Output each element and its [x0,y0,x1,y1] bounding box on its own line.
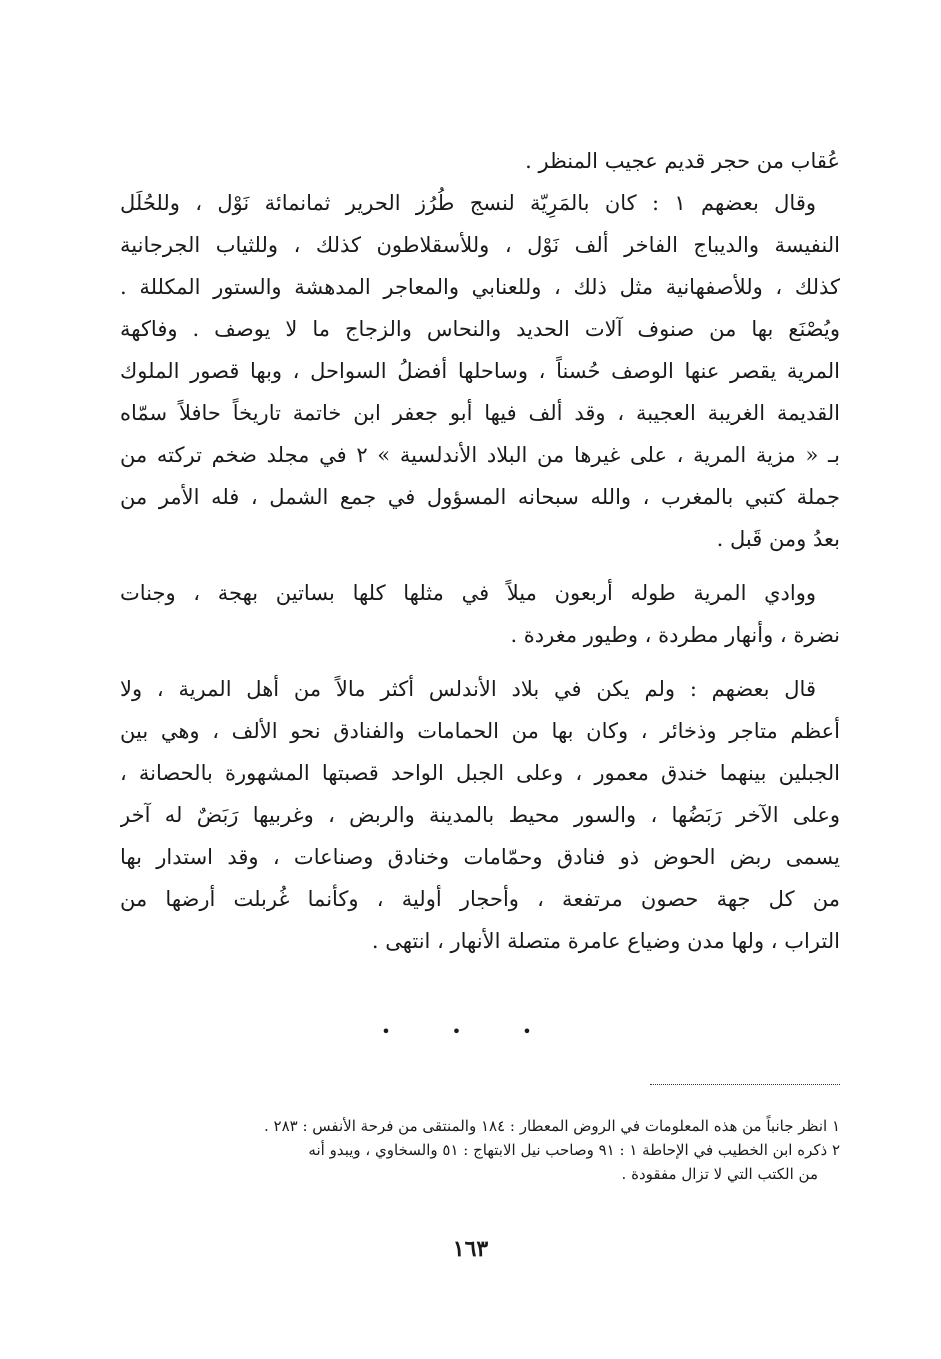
text-line: يسمى ربض الحوض ذو فنادق وحمّامات وخنادق وصناعات ، وقد استدار بها [120,845,840,869]
text-line: من كل جهة حصون مرتفعة ، وأحجار أولية ، وكأنما غُربلت أرضها من [120,887,840,911]
footnote-1: ١ انظر جانباً من هذه المعلومات في الروض المعطار : ١٨٤ والمنتقى من فرحة الأنفس : ٢٨٣ . [263,1117,840,1135]
text-line: المرية يقصر عنها الوصف حُسناً ، وساحلها أفضلُ السواحل ، وبها قصور الملوك [120,359,840,383]
text-line: النفيسة والديباج الفاخر ألف نَوْل ، وللأسقلاطون كذلك ، وللثياب الجرجانية [120,233,840,257]
main-text [120,140,840,962]
text-line: ووادي المرية طوله أربعون ميلاً في مثلها كلها بساتين بهجة ، وجنات [120,581,816,605]
text-line: أعظم متاجر وذخائر ، وكان بها من الحمامات والفنادق نحو الألف ، وهي بين [120,719,840,743]
page-number: ١٦٣ [452,1236,489,1262]
footnote-2: ٢ ذكره ابن الخطيب في الإحاطة ١ : ٩١ وصاحب نيل الابتهاج : ٥١ والسخاوي ، ويبدو أنه [308,1141,840,1159]
section-separator: • • • [381,1022,560,1041]
text-line: ويُصْنَع بها من صنوف آلات الحديد والنحاس والزجاج ما لا يوصف . وفاكهة [120,317,840,341]
footnote-divider [650,1084,840,1085]
text-line: وقال بعضهم ١ : كان بالمَرِيّة لنسج طُرُز الحرير ثمانمائة نَوْل ، وللحُلَل [120,191,816,215]
text-line: القديمة الغريبة العجيبة ، وقد ألف فيها أبو جعفر ابن خاتمة تاريخاً حافلاً سمّاه [120,401,840,425]
text-line: التراب ، ولها مدن وضياع عامرة متصلة الأنهار ، انتهى . [371,929,840,953]
text-line: الجبلين بينهما خندق معمور ، وعلى الجبل الواحد قصبتها المشهورة بالحصانة ، [120,761,840,785]
paragraph-gap [120,656,840,668]
footnote-2-continuation: من الكتب التي لا تزال مفقودة . [621,1165,818,1183]
text-line: نضرة ، وأنهار مطردة ، وطيور مغردة . [510,623,840,647]
text-line: عُقاب من حجر قديم عجيب المنظر . [525,149,840,173]
text-line: بعدُ ومن قَبل . [716,527,840,551]
text-line: كذلك ، وللأصفهانية مثل ذلك ، وللعنابي والمعاجر المدهشة والستور المكللة . [120,275,840,299]
text-line: جملة كتبي بالمغرب ، والله سبحانه المسؤول في جمع الشمل ، فله الأمر من [120,485,840,509]
paragraph-gap [120,560,840,572]
text-line: بـ « مزية المرية ، على غيرها من البلاد الأندلسية » ٢ في مجلد ضخم تركته من [120,443,840,467]
footnotes [120,1114,840,1186]
text-line: قال بعضهم : ولم يكن في بلاد الأندلس أكثر مالاً من أهل المرية ، ولا [120,677,816,701]
text-line: وعلى الآخر رَبَضُها ، والسور محيط بالمدينة والربض ، وغربيها رَبَضٌ له آخر [120,803,840,827]
